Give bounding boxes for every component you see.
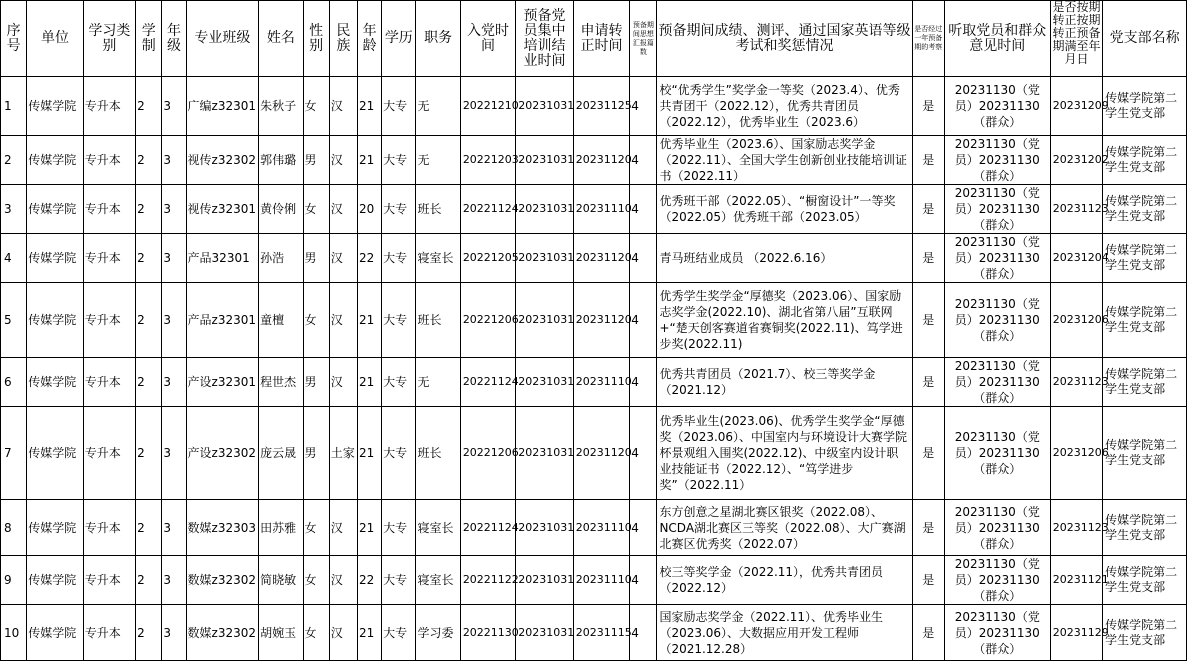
header-grade: 年级: [162, 1, 186, 77]
position-cell: 寝室长: [416, 234, 460, 283]
assessed-cell: 是: [912, 185, 944, 234]
training-end-cell: 20231031: [516, 358, 573, 407]
age-cell: 22: [357, 234, 381, 283]
opinion-time-cell: 20231130（党员）20231130（群众）: [944, 605, 1050, 661]
report-count-cell: 4: [630, 234, 657, 283]
gender-cell: 男: [303, 407, 329, 500]
header-age: 年龄: [357, 1, 381, 77]
report-count-cell: 4: [630, 358, 657, 407]
branch-cell: 传媒学院第二学生党支部: [1103, 556, 1187, 605]
ethnicity-cell: 汉: [329, 500, 357, 556]
assessed-cell: 是: [912, 407, 944, 500]
opinion-time-cell: 20231130（党员）20231130（群众）: [944, 77, 1050, 136]
age-cell: 21: [357, 605, 381, 661]
ethnicity-cell: 汉: [329, 605, 357, 661]
seq-cell: 7: [1, 407, 27, 500]
unit-cell: 传媒学院: [27, 136, 83, 185]
duration-cell: 2: [136, 500, 162, 556]
achievements-cell: 国家励志奖学金（2022.11）、优秀毕业生（2023.06）、大数据应用开发工程师（2021.12.28）: [657, 605, 912, 661]
seq-cell: 6: [1, 358, 27, 407]
age-cell: 21: [357, 407, 381, 500]
header-apply-date: 申请转正时间: [573, 1, 629, 77]
table-body: [1, 77, 1187, 661]
branch-cell: 传媒学院第二学生党支部: [1103, 77, 1187, 136]
study-type-cell: 专升本: [83, 605, 135, 661]
header-report-count: 预备期间思想汇报篇数: [630, 1, 657, 77]
assessed-cell: 是: [912, 500, 944, 556]
due-date-cell: 20231123: [1050, 500, 1102, 556]
training-end-cell: 20231031: [516, 605, 573, 661]
seq-cell: 4: [1, 234, 27, 283]
branch-cell: 传媒学院第二学生党支部: [1103, 136, 1187, 185]
apply-date-cell: 20231120: [573, 136, 629, 185]
study-type-cell: 专升本: [83, 77, 135, 136]
opinion-time-cell: 20231130（党员）20231130（群众）: [944, 500, 1050, 556]
opinion-time-cell: 20231130（党员）20231130（群众）: [944, 407, 1050, 500]
report-count-cell: 4: [630, 77, 657, 136]
assessed-cell: 是: [912, 234, 944, 283]
table-row: [1, 283, 1187, 358]
branch-cell: 传媒学院第二学生党支部: [1103, 283, 1187, 358]
education-cell: 大专: [382, 358, 416, 407]
age-cell: 21: [357, 500, 381, 556]
join-date-cell: 20221124: [460, 358, 515, 407]
opinion-time-cell: 20231130（党员）20231130（群众）: [944, 283, 1050, 358]
seq-cell: 2: [1, 136, 27, 185]
header-duration: 学制: [136, 1, 162, 77]
due-date-cell: 20231129: [1050, 605, 1102, 661]
grade-cell: 3: [162, 77, 186, 136]
gender-cell: 女: [303, 500, 329, 556]
report-count-cell: 4: [630, 605, 657, 661]
header-assessed: 是否经过一年预备期的考察: [912, 1, 944, 77]
training-end-cell: 20231031: [516, 283, 573, 358]
grade-cell: 3: [162, 234, 186, 283]
report-count-cell: 4: [630, 556, 657, 605]
ethnicity-cell: 汉: [329, 185, 357, 234]
join-date-cell: 20221124: [460, 185, 515, 234]
position-cell: 无: [416, 358, 460, 407]
class-cell: 产品32301: [186, 234, 259, 283]
name-cell: 田苏雅: [259, 500, 303, 556]
class-cell: 视传z32302: [186, 136, 259, 185]
due-date-cell: 20231123: [1050, 358, 1102, 407]
ethnicity-cell: 汉: [329, 358, 357, 407]
seq-cell: 8: [1, 500, 27, 556]
training-end-cell: 20231031: [516, 407, 573, 500]
grade-cell: 3: [162, 283, 186, 358]
training-end-cell: 20231031: [516, 500, 573, 556]
assessed-cell: 是: [912, 136, 944, 185]
report-count-cell: 4: [630, 185, 657, 234]
duration-cell: 2: [136, 358, 162, 407]
ethnicity-cell: 汉: [329, 283, 357, 358]
unit-cell: 传媒学院: [27, 407, 83, 500]
study-type-cell: 专升本: [83, 556, 135, 605]
apply-date-cell: 20231125: [573, 77, 629, 136]
join-date-cell: 20221122: [460, 556, 515, 605]
branch-cell: 传媒学院第二学生党支部: [1103, 500, 1187, 556]
duration-cell: 2: [136, 556, 162, 605]
duration-cell: 2: [136, 283, 162, 358]
apply-date-cell: 20231120: [573, 283, 629, 358]
table-row: [1, 556, 1187, 605]
header-position: 职务: [416, 1, 460, 77]
assessed-cell: 是: [912, 77, 944, 136]
achievements-cell: 校“优秀学生”奖学金一等奖（2023.4）、优秀共青团干（2022.12），优秀共青团员（2022.12），优秀毕业生（2023.6）: [657, 77, 912, 136]
achievements-cell: 优秀毕业生(2023.06)、优秀学生奖学金“厚德奖（2023.06）、中国室内与环境设计大赛学院杯景观组入围奖(2022.12)、中级室内设计职业技能证书（2022.12）、“笃学进步奖”（2022.11）: [657, 407, 912, 500]
education-cell: 大专: [382, 185, 416, 234]
table-row: [1, 185, 1187, 234]
apply-date-cell: 20231115: [573, 605, 629, 661]
due-date-cell: 20231206: [1050, 283, 1102, 358]
join-date-cell: 20221130: [460, 605, 515, 661]
class-cell: 数媒z32303: [186, 500, 259, 556]
achievements-cell: 优秀班干部（2022.05）、“橱窗设计”一等奖（2022.05）优秀班干部（2023.05）: [657, 185, 912, 234]
education-cell: 大专: [382, 234, 416, 283]
achievements-cell: 东方创意之星湖北赛区银奖（2022.08）、NCDA湖北赛区三等奖（2022.08）、大广赛湖北赛区优秀奖（2022.07）: [657, 500, 912, 556]
name-cell: 胡婉玉: [259, 605, 303, 661]
assessed-cell: 是: [912, 283, 944, 358]
study-type-cell: 专升本: [83, 283, 135, 358]
age-cell: 21: [357, 283, 381, 358]
header-seq: 序号: [1, 1, 27, 77]
training-end-cell: 20231031: [516, 136, 573, 185]
opinion-time-cell: 20231130（党员）20231130（群众）: [944, 556, 1050, 605]
duration-cell: 2: [136, 407, 162, 500]
ethnicity-cell: 汉: [329, 77, 357, 136]
education-cell: 大专: [382, 283, 416, 358]
achievements-cell: 青马班结业成员 （2022.6.16）: [657, 234, 912, 283]
class-cell: 产设z32302: [186, 407, 259, 500]
age-cell: 21: [357, 77, 381, 136]
gender-cell: 女: [303, 556, 329, 605]
header-opinion-time: 听取党员和群众意见时间: [944, 1, 1050, 77]
study-type-cell: 专升本: [83, 185, 135, 234]
unit-cell: 传媒学院: [27, 283, 83, 358]
class-cell: 广编z32301: [186, 77, 259, 136]
achievements-cell: 优秀毕业生（2023.6）、国家励志奖学金（2022.11）、全国大学生创新创业技能培训证书（2022.11）: [657, 136, 912, 185]
achievements-cell: 校三等奖学金（2022.11），优秀共青团员（2022.12）: [657, 556, 912, 605]
grade-cell: 3: [162, 185, 186, 234]
education-cell: 大专: [382, 136, 416, 185]
due-date-cell: 20231121: [1050, 556, 1102, 605]
header-ethnicity: 民族: [329, 1, 357, 77]
join-date-cell: 20221210: [460, 77, 515, 136]
training-end-cell: 20231031: [516, 234, 573, 283]
age-cell: 20: [357, 185, 381, 234]
duration-cell: 2: [136, 185, 162, 234]
class-cell: 产品z32301: [186, 283, 259, 358]
age-cell: 22: [357, 556, 381, 605]
assessed-cell: 是: [912, 605, 944, 661]
ethnicity-cell: 汉: [329, 556, 357, 605]
table-row: [1, 407, 1187, 500]
position-cell: 学习委: [416, 605, 460, 661]
gender-cell: 男: [303, 234, 329, 283]
education-cell: 大专: [382, 605, 416, 661]
seq-cell: 9: [1, 556, 27, 605]
study-type-cell: 专升本: [83, 358, 135, 407]
unit-cell: 传媒学院: [27, 605, 83, 661]
header-name: 姓名: [259, 1, 303, 77]
study-type-cell: 专升本: [83, 500, 135, 556]
header-unit: 单位: [27, 1, 83, 77]
unit-cell: 传媒学院: [27, 77, 83, 136]
class-cell: 数媒z32302: [186, 556, 259, 605]
position-cell: 班长: [416, 283, 460, 358]
grade-cell: 3: [162, 407, 186, 500]
apply-date-cell: 20231120: [573, 234, 629, 283]
duration-cell: 2: [136, 136, 162, 185]
table-row: [1, 136, 1187, 185]
name-cell: 郭伟璐: [259, 136, 303, 185]
gender-cell: 男: [303, 358, 329, 407]
gender-cell: 女: [303, 283, 329, 358]
header-branch: 党支部名称: [1103, 1, 1187, 77]
opinion-time-cell: 20231130（党员）20231130（群众）: [944, 185, 1050, 234]
apply-date-cell: 20231110: [573, 358, 629, 407]
apply-date-cell: 20231120: [573, 407, 629, 500]
ethnicity-cell: 土家: [329, 407, 357, 500]
grade-cell: 3: [162, 136, 186, 185]
position-cell: 无: [416, 136, 460, 185]
name-cell: 童檀: [259, 283, 303, 358]
position-cell: 寝室长: [416, 500, 460, 556]
report-count-cell: 4: [630, 283, 657, 358]
header-study-type: 学习类别: [83, 1, 135, 77]
header-class: 专业班级: [186, 1, 259, 77]
seq-cell: 3: [1, 185, 27, 234]
header-gender: 性别: [303, 1, 329, 77]
duration-cell: 2: [136, 605, 162, 661]
grade-cell: 3: [162, 358, 186, 407]
branch-cell: 传媒学院第二学生党支部: [1103, 407, 1187, 500]
unit-cell: 传媒学院: [27, 234, 83, 283]
class-cell: 视传z32301: [186, 185, 259, 234]
seq-cell: 5: [1, 283, 27, 358]
apply-date-cell: 20231110: [573, 556, 629, 605]
age-cell: 21: [357, 358, 381, 407]
age-cell: 21: [357, 136, 381, 185]
join-date-cell: 20221205: [460, 234, 515, 283]
report-count-cell: 4: [630, 407, 657, 500]
opinion-time-cell: 20231130（党员）20231130（群众）: [944, 234, 1050, 283]
study-type-cell: 专升本: [83, 136, 135, 185]
branch-cell: 传媒学院第二学生党支部: [1103, 605, 1187, 661]
seq-cell: 10: [1, 605, 27, 661]
join-date-cell: 20221124: [460, 500, 515, 556]
unit-cell: 传媒学院: [27, 556, 83, 605]
class-cell: 产设z32301: [186, 358, 259, 407]
unit-cell: 传媒学院: [27, 358, 83, 407]
ethnicity-cell: 汉: [329, 234, 357, 283]
training-end-cell: 20231031: [516, 556, 573, 605]
position-cell: 无: [416, 77, 460, 136]
header-join-date: 入党时间: [460, 1, 515, 77]
gender-cell: 男: [303, 136, 329, 185]
duration-cell: 2: [136, 234, 162, 283]
unit-cell: 传媒学院: [27, 185, 83, 234]
due-date-cell: 20231206: [1050, 407, 1102, 500]
education-cell: 大专: [382, 77, 416, 136]
education-cell: 大专: [382, 407, 416, 500]
header-row: [1, 1, 1187, 77]
seq-cell: 1: [1, 77, 27, 136]
join-date-cell: 20221203: [460, 136, 515, 185]
class-cell: 数媒z32302: [186, 605, 259, 661]
join-date-cell: 20221206: [460, 407, 515, 500]
ethnicity-cell: 汉: [329, 136, 357, 185]
grade-cell: 3: [162, 605, 186, 661]
grade-cell: 3: [162, 500, 186, 556]
gender-cell: 女: [303, 185, 329, 234]
gender-cell: 女: [303, 605, 329, 661]
grade-cell: 3: [162, 556, 186, 605]
branch-cell: 传媒学院第二学生党支部: [1103, 358, 1187, 407]
achievements-cell: 优秀学生奖学金“厚德奖（2023.06）、国家励志奖学金(2022.10)、湖北省第八届”互联网+“楚天创客赛道省赛铜奖(2022.11)、笃学进步奖(2022.11): [657, 283, 912, 358]
table-row: [1, 605, 1187, 661]
name-cell: 简晓敏: [259, 556, 303, 605]
branch-cell: 传媒学院第二学生党支部: [1103, 185, 1187, 234]
duration-cell: 2: [136, 77, 162, 136]
due-date-cell: 20231123: [1050, 185, 1102, 234]
due-date-cell: 20231204: [1050, 234, 1102, 283]
education-cell: 大专: [382, 556, 416, 605]
study-type-cell: 专升本: [83, 234, 135, 283]
training-end-cell: 20231031: [516, 185, 573, 234]
table-row: [1, 234, 1187, 283]
name-cell: 孙浩: [259, 234, 303, 283]
achievements-cell: 优秀共青团员（2021.7）、校三等奖学金（2021.12）: [657, 358, 912, 407]
opinion-time-cell: 20231130（党员）20231130（群众）: [944, 358, 1050, 407]
name-cell: 朱秋子: [259, 77, 303, 136]
table-row: [1, 77, 1187, 136]
education-cell: 大专: [382, 500, 416, 556]
apply-date-cell: 20231110: [573, 500, 629, 556]
assessed-cell: 是: [912, 358, 944, 407]
opinion-time-cell: 20231130（党员）20231130（群众）: [944, 136, 1050, 185]
report-count-cell: 4: [630, 136, 657, 185]
apply-date-cell: 20231110: [573, 185, 629, 234]
position-cell: 班长: [416, 407, 460, 500]
unit-cell: 传媒学院: [27, 500, 83, 556]
table-row: [1, 500, 1187, 556]
branch-cell: 传媒学院第二学生党支部: [1103, 234, 1187, 283]
table-row: [1, 358, 1187, 407]
name-cell: 庞云晟: [259, 407, 303, 500]
join-date-cell: 20221206: [460, 283, 515, 358]
position-cell: 寝室长: [416, 556, 460, 605]
due-date-cell: 20231209: [1050, 77, 1102, 136]
name-cell: 黄伶俐: [259, 185, 303, 234]
header-achievements: 预备期间成绩、测评、通过国家英语等级考试和奖惩情况: [657, 1, 912, 77]
report-count-cell: 4: [630, 500, 657, 556]
study-type-cell: 专升本: [83, 407, 135, 500]
gender-cell: 女: [303, 77, 329, 136]
training-end-cell: 20231031: [516, 77, 573, 136]
due-date-cell: 20231202: [1050, 136, 1102, 185]
assessed-cell: 是: [912, 556, 944, 605]
name-cell: 程世杰: [259, 358, 303, 407]
position-cell: 班长: [416, 185, 460, 234]
header-due-date: 是否按期转正按期转正预备期满至年月日: [1050, 1, 1102, 77]
header-training-end: 预备党员集中培训结业时间: [516, 1, 573, 77]
header-education: 学历: [382, 1, 416, 77]
